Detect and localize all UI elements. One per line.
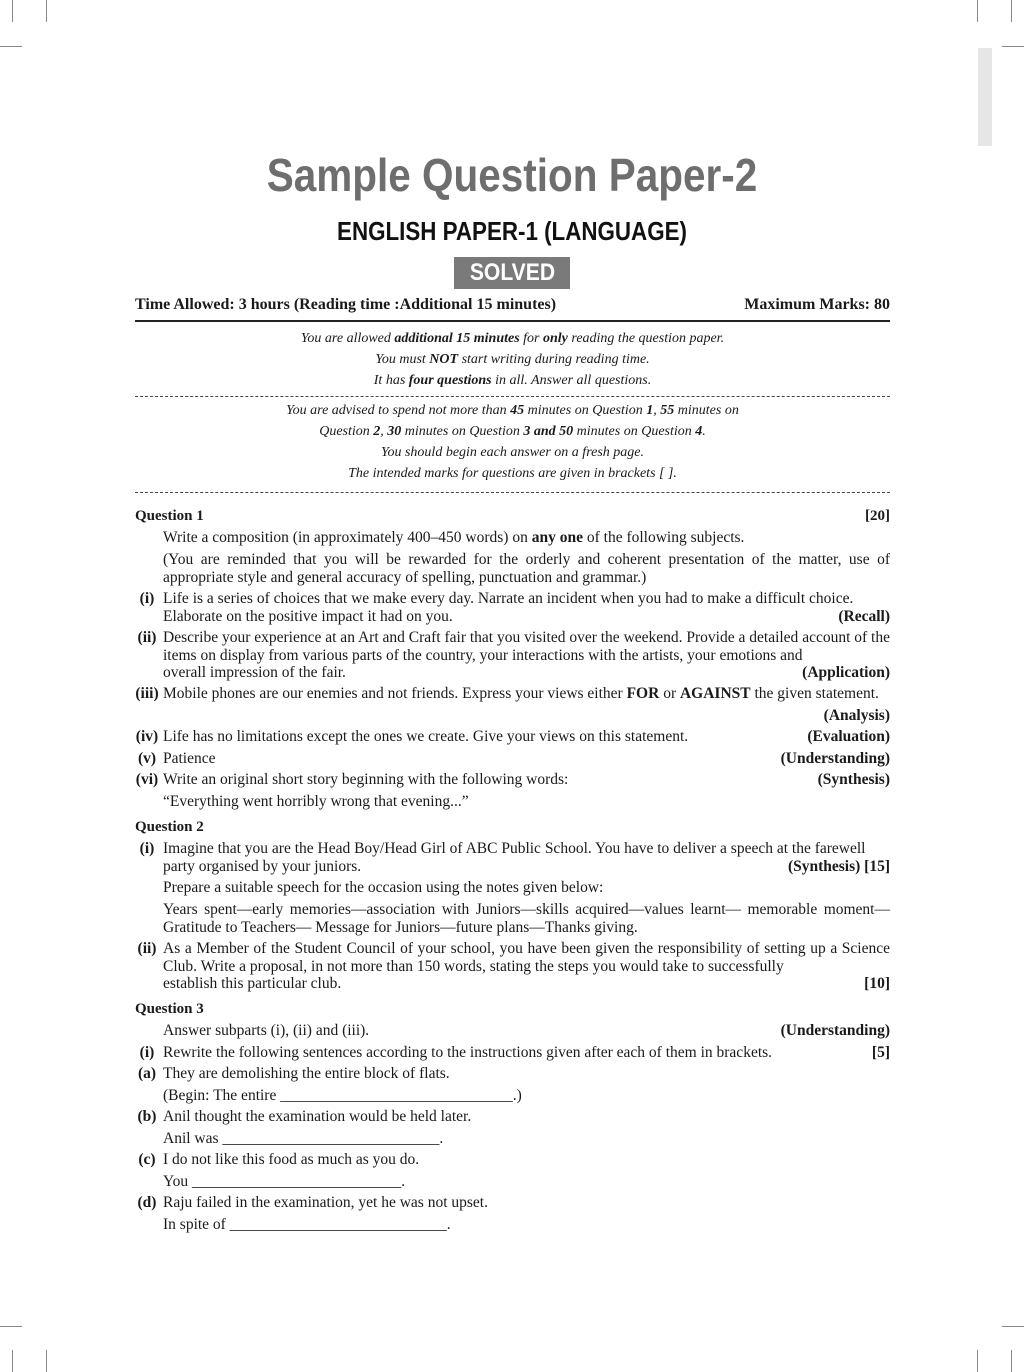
instructions-block-a	[135, 328, 890, 391]
instruction-line: The intended marks for questions are given in brackets [ ].	[348, 466, 677, 481]
solved-badge-label: SOLVED	[469, 259, 555, 286]
q2-item-text-cont: [10] establish this particular club.	[163, 975, 890, 992]
page-edge-tab	[978, 48, 992, 146]
item-number: (vi)	[135, 771, 159, 788]
question-3-header	[135, 1001, 890, 1018]
item-number: (i)	[139, 590, 155, 607]
q2-item-text-cont: (Synthesis) [15] party organised by your juniors.	[163, 858, 890, 875]
crop-mark	[977, 1350, 978, 1372]
q1-intro: Write a composition (in approximately 400–450 words) on any one of the following subjects.	[163, 529, 745, 546]
dashed-divider	[135, 492, 890, 493]
item-number: (v)	[137, 750, 157, 767]
item-number: (ii)	[137, 629, 157, 646]
question-label: Question 3	[135, 1001, 204, 1017]
time-allowed: Time Allowed: 3 hours (Reading time :Additional 15 minutes)	[135, 296, 557, 313]
q3-answer-blank: Anil was ____________________________.	[163, 1130, 444, 1147]
q3-answer-blank: You ___________________________.	[163, 1173, 406, 1190]
q1-item-text-cont: (Recall) Elaborate on the positive impact it had on you.	[163, 608, 890, 625]
bloom-tag: (Synthesis) [15]	[787, 858, 890, 875]
q1-reminder: (You are reminded that you will be rewarded for the orderly and coherent presentation of the matter, use of appropriate style and general accuracy of spelling, punctuation and grammar.)	[163, 551, 890, 586]
bloom-tag: (Understanding)	[780, 1022, 890, 1039]
instruction-line: You are allowed additional 15 minutes for only reading the question paper.	[300, 331, 725, 346]
question-label: Question 1	[135, 508, 204, 524]
question-2-header	[135, 819, 890, 836]
instruction-line: You must NOT start writing during reading time.	[375, 352, 650, 367]
crop-mark	[977, 0, 978, 22]
item-number: (a)	[137, 1065, 157, 1082]
instruction-line: You are advised to spend not more than 45 minutes on Question 1, 55 minutes on	[286, 403, 739, 418]
q1-item-text-cont: “Everything went horribly wrong that evening...”	[163, 793, 469, 810]
solved-badge	[454, 257, 570, 289]
q3-sentence: Raju failed in the examination, yet he was not upset.	[163, 1194, 488, 1211]
crop-mark	[1002, 1326, 1024, 1327]
header-rule	[135, 320, 890, 322]
q2-item-text: As a Member of the Student Council of your school, you have been given the responsibility of setting up a Science Club. Write a proposal, in not more than 150 words, stating the steps you would take to successfully	[163, 940, 890, 975]
q1-item-text: (Evaluation) Life has no limitations except the ones we create. Give your views on this statement.	[163, 728, 890, 745]
q3-sentence: Anil thought the examination would be held later.	[163, 1108, 472, 1125]
bloom-tag: (Synthesis)	[817, 771, 890, 788]
bloom-tag: (Understanding)	[780, 750, 890, 767]
marks-tag: [5]	[871, 1044, 890, 1061]
item-number: (b)	[137, 1108, 157, 1125]
crop-mark	[0, 46, 22, 47]
item-number: (i)	[139, 1044, 155, 1061]
q3-answer-blank: In spite of ____________________________.	[163, 1216, 451, 1233]
crop-mark	[0, 1326, 22, 1327]
q1-item-text-cont: (Application) overall impression of the fair.	[163, 664, 890, 681]
page-title: Sample Question Paper-2	[266, 149, 758, 201]
q3-intro: (Understanding) Answer subparts (i), (ii) and (iii).	[163, 1022, 890, 1039]
crop-mark	[12, 1350, 13, 1372]
crop-mark	[1002, 46, 1024, 47]
q2-item-text: Imagine that you are the Head Boy/Head Girl of ABC Public School. You have to deliver a speech at the farewell	[163, 840, 866, 857]
q3-sentence: I do not like this food as much as you do.	[163, 1151, 420, 1168]
marks-tag: [10]	[864, 975, 890, 992]
crop-mark	[1011, 1350, 1012, 1372]
item-number: (ii)	[137, 940, 157, 957]
question-1-header	[135, 508, 890, 525]
instruction-line: It has four questions in all. Answer all questions.	[373, 373, 652, 388]
bloom-tag: (Analysis)	[823, 707, 890, 724]
crop-mark	[1011, 0, 1012, 22]
bloom-tag: (Recall)	[838, 608, 890, 625]
item-number: (iv)	[135, 728, 159, 745]
q1-item-text: (Understanding) Patience	[163, 750, 890, 767]
q1-item-text: Life is a series of choices that we make every day. Narrate an incident when you had to make a difficult choice.	[163, 590, 854, 607]
q1-item-text: Mobile phones are our enemies and not friends. Express your views either FOR or AGAINST the given statement.	[163, 685, 879, 702]
item-number: (iii)	[135, 685, 159, 702]
maximum-marks: Maximum Marks: 80	[744, 296, 890, 313]
crop-mark	[46, 0, 47, 22]
bloom-tag: (Application)	[802, 664, 890, 681]
paper-meta	[135, 296, 890, 314]
paper-subtitle: ENGLISH PAPER-1 (LANGUAGE)	[337, 216, 687, 246]
question-label: Question 2	[135, 819, 204, 835]
question-marks: [20]	[865, 508, 890, 524]
q2-notes: Years spent—early memories—association with Juniors—skills acquired—values learnt— memorable moment— Gratitude to Teachers— Message for Juniors—future plans—Thanks giving.	[163, 901, 890, 936]
q3-sentence: They are demolishing the entire block of flats.	[163, 1065, 450, 1082]
item-number: (i)	[139, 840, 155, 857]
dashed-divider	[135, 396, 890, 397]
item-number: (d)	[137, 1194, 157, 1211]
crop-mark	[12, 0, 13, 22]
q3-answer-blank: (Begin: The entire ______________________________.)	[163, 1087, 522, 1104]
bloom-tag: (Evaluation)	[807, 728, 890, 745]
instructions-block-b	[135, 400, 890, 484]
item-number: (c)	[138, 1151, 156, 1168]
q2-prep: Prepare a suitable speech for the occasion using the notes given below:	[163, 879, 604, 896]
q3-item-text: [5] Rewrite the following sentences according to the instructions given after each of them in brackets.	[163, 1044, 890, 1061]
q1-item-text: (Synthesis) Write an original short story beginning with the following words:	[163, 771, 890, 788]
instruction-line: You should begin each answer on a fresh page.	[380, 445, 644, 460]
q1-item-text: Describe your experience at an Art and Craft fair that you visited over the weekend. Provide a detailed account of the items on display from various parts of the country, your interactions with the artists, your emotions and	[163, 629, 890, 664]
crop-mark	[46, 1350, 47, 1372]
instruction-line: Question 2, 30 minutes on Question 3 and 50 minutes on Question 4.	[319, 424, 706, 439]
